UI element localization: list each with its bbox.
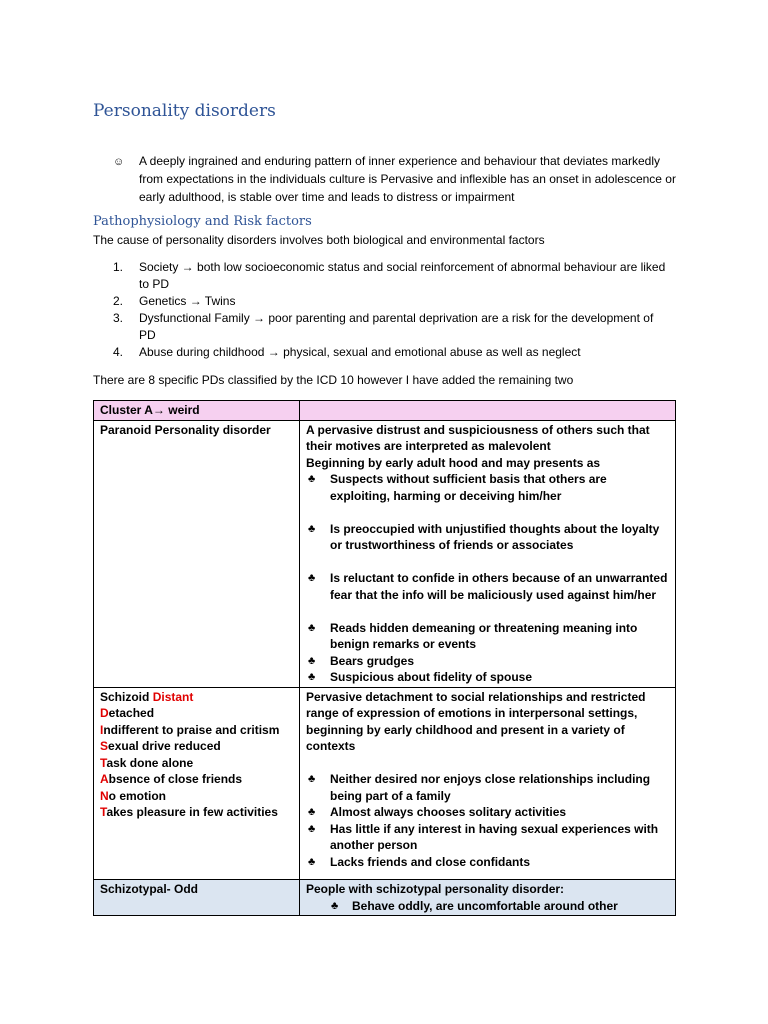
club-bullet-icon: ♣ bbox=[308, 806, 316, 818]
bullet-text: Lacks friends and close confidants bbox=[330, 854, 531, 869]
cluster-header-row bbox=[94, 401, 676, 421]
mnemonic-letter: D bbox=[100, 706, 109, 720]
club-bullet-icon: ♣ bbox=[308, 822, 316, 835]
list-item bbox=[306, 669, 669, 686]
mnemonic-line bbox=[100, 788, 293, 805]
mnemonic-letter: T bbox=[100, 755, 107, 770]
bullet-text: Behave oddly, are uncomfortable around other bbox=[352, 898, 618, 913]
bullet-text: Neither desired nor enjoys close relationships including being part of a family bbox=[330, 772, 651, 803]
club-bullet-icon: ♣ bbox=[308, 522, 316, 535]
table-row bbox=[94, 687, 676, 880]
schizoid-cell bbox=[94, 687, 300, 880]
mnemonic-line bbox=[100, 722, 293, 739]
mnemonic-line bbox=[100, 705, 293, 722]
list-text: Genetics → Twins bbox=[139, 294, 236, 308]
club-bullet-icon: ♣ bbox=[308, 572, 316, 584]
bullet-text: Bears grudges bbox=[330, 653, 415, 668]
mnemonic-letter: S bbox=[100, 739, 109, 753]
club-bullet-icon: ♣ bbox=[308, 773, 316, 785]
list-item bbox=[306, 521, 669, 554]
mnemonic-line bbox=[100, 738, 293, 755]
mnemonic-rest: exual drive reduced bbox=[108, 739, 221, 753]
schizotypal-description bbox=[300, 880, 676, 916]
bullet-text: Has little if any interest in having sexual experiences with another person bbox=[330, 821, 659, 852]
section-heading: Pathophysiology and Risk factors bbox=[93, 214, 312, 229]
mnemonic-rest: akes pleasure in few activities bbox=[106, 805, 278, 819]
list-item bbox=[306, 804, 669, 821]
intro-bullet bbox=[113, 152, 683, 206]
list-item bbox=[306, 620, 669, 653]
pds-note: There are 8 specific PDs classified by the ICD 10 however I have added the remaining two bbox=[93, 373, 574, 387]
mnemonic-line bbox=[100, 804, 293, 821]
smiley-icon: ☺ bbox=[113, 156, 125, 168]
mnemonic-line bbox=[100, 771, 293, 788]
bullet-text: Almost always chooses solitary activities bbox=[330, 805, 567, 819]
schizoid-description bbox=[300, 687, 676, 880]
intro-text: A deeply ingrained and enduring pattern of inner experience and behaviour that deviates markedly from expectations in the individuals culture is Pervasive and inflexible has an onset in adolescence or early adulthood, is stable over time and leads to distress or impairment bbox=[139, 154, 676, 204]
schizoid-desc-text: Pervasive detachment to social relationships and restricted range of expression of emotions in interpersonal settings, beginning by early childhood and present in a variety of contexts bbox=[306, 689, 646, 753]
bullet-text: Suspicious about fidelity of spouse bbox=[330, 670, 533, 684]
mnemonic-line bbox=[100, 755, 293, 772]
paranoid-description bbox=[300, 420, 676, 687]
list-text: Society → both low socioeconomic status and social reinforcement of abnormal behaviour are liked to PD bbox=[139, 260, 666, 291]
schizoid-heading bbox=[100, 689, 293, 706]
mnemonic-rest: etached bbox=[108, 706, 155, 720]
cause-text: The cause of personality disorders involves both biological and environmental factors bbox=[93, 233, 545, 247]
bullet-text: Reads hidden demeaning or threatening meaning into benign remarks or events bbox=[330, 620, 638, 651]
club-bullet-icon: ♣ bbox=[308, 473, 316, 485]
list-item bbox=[306, 898, 669, 915]
club-bullet-icon: ♣ bbox=[308, 621, 316, 634]
list-item bbox=[113, 310, 673, 344]
list-number: 1. bbox=[113, 260, 124, 274]
bullet-text: Is preoccupied with unjustified thoughts about the loyalty or trustworthiness of friends or associates bbox=[330, 521, 660, 552]
mnemonic-rest: bsence of close friends bbox=[108, 772, 243, 786]
schizoid-name: Schizoid bbox=[100, 689, 150, 704]
bullet-text: Suspects without sufficient basis that others are exploiting, harming or deceiving him/her bbox=[330, 472, 607, 503]
list-number: 2. bbox=[113, 294, 124, 308]
club-bullet-icon: ♣ bbox=[308, 654, 316, 667]
mnemonic-letter: T bbox=[100, 805, 107, 819]
table-row bbox=[94, 880, 676, 916]
risk-factor-list bbox=[113, 259, 673, 361]
list-item bbox=[306, 854, 669, 871]
list-item bbox=[306, 471, 669, 504]
list-text: Abuse during childhood → physical, sexual and emotional abuse as well as neglect bbox=[139, 345, 581, 359]
cluster-empty-cell bbox=[300, 401, 676, 421]
mnemonic-rest: ask done alone bbox=[106, 755, 194, 770]
mnemonic-rest: ndifferent to praise and critism bbox=[103, 722, 280, 737]
personality-disorder-table bbox=[93, 400, 676, 916]
list-text: Dysfunctional Family → poor parenting and parental deprivation are a risk for the development of PD bbox=[139, 311, 654, 342]
club-bullet-icon: ♣ bbox=[308, 671, 316, 683]
club-bullet-icon: ♣ bbox=[308, 855, 316, 868]
list-item bbox=[306, 570, 669, 603]
mnemonic-word: Distant bbox=[152, 689, 194, 704]
paranoid-name: Paranoid Personality disorder bbox=[94, 420, 300, 687]
bullet-text: Is reluctant to confide in others because of an unwarranted fear that the info will be maliciously used against him/her bbox=[330, 571, 668, 602]
list-item bbox=[306, 821, 669, 854]
list-item bbox=[306, 771, 669, 804]
list-item bbox=[306, 653, 669, 670]
list-number: 4. bbox=[113, 345, 124, 359]
mnemonic-letter: A bbox=[100, 772, 109, 786]
mnemonic-letter: I bbox=[100, 722, 104, 737]
list-item bbox=[113, 293, 673, 310]
cluster-label: Cluster A→ weird bbox=[94, 401, 300, 421]
list-item bbox=[113, 259, 673, 293]
page-title: Personality disorders bbox=[93, 101, 276, 121]
mnemonic-letter: N bbox=[100, 788, 109, 803]
schizotypal-name: Schizotypal- Odd bbox=[94, 880, 300, 916]
schizotypal-desc-text: People with schizotypal personality disorder: bbox=[306, 882, 565, 896]
list-item bbox=[113, 344, 673, 361]
club-bullet-icon: ♣ bbox=[331, 899, 339, 912]
mnemonic-rest: o emotion bbox=[108, 788, 166, 803]
paranoid-onset-text: Beginning by early adult hood and may presents as bbox=[306, 455, 601, 470]
paranoid-desc-text: A pervasive distrust and suspiciousness of others such that their motives are interpreted as malevolent bbox=[306, 422, 650, 453]
list-number: 3. bbox=[113, 311, 124, 325]
table-row bbox=[94, 420, 676, 687]
